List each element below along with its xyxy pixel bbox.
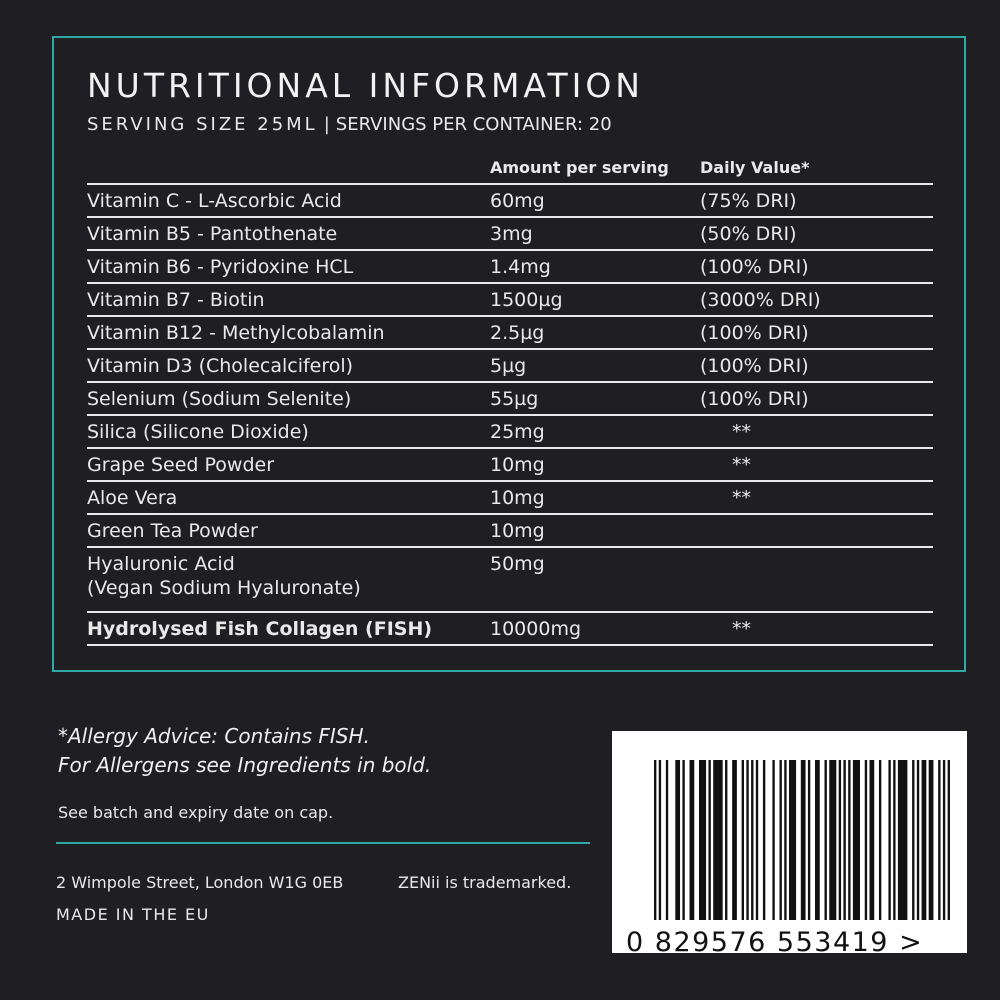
nutrient-daily-value: (100% DRI) — [700, 388, 809, 410]
nutrient-amount: 25mg — [490, 421, 545, 443]
barcode-bar — [888, 760, 890, 920]
barcode-bar — [772, 760, 774, 920]
barcode-bar — [713, 760, 722, 920]
barcode-bar — [699, 760, 706, 920]
barcode-bar — [751, 760, 753, 920]
table-row — [87, 482, 933, 515]
barcode-bar — [732, 760, 737, 920]
barcode-bar — [912, 760, 914, 920]
barcode-bars — [612, 731, 967, 926]
barcode-bar — [943, 760, 945, 920]
table-row — [87, 350, 933, 383]
barcode — [612, 731, 967, 958]
barcode-bar — [708, 760, 710, 920]
nutrient-daily-value: (75% DRI) — [700, 190, 797, 212]
allergy-advice — [58, 722, 431, 780]
nutrient-amount: 10000mg — [490, 618, 582, 640]
nutrient-name: Vitamin B5 - Pantothenate — [87, 223, 338, 245]
nutrient-amount: 10mg — [490, 487, 545, 509]
nutrient-name: Vitamin B12 - Methylcobalamin — [87, 322, 385, 344]
nutrient-amount: 10mg — [490, 520, 545, 542]
nutrient-amount: 1.4mg — [490, 256, 551, 278]
allergy-line-2: For Allergens see Ingredients in bold. — [58, 753, 432, 777]
nutrient-name: Selenium (Sodium Selenite) — [87, 388, 352, 410]
barcode-bar — [675, 760, 680, 920]
header-daily-value: Daily Value* — [700, 158, 810, 177]
table-header — [87, 153, 933, 185]
barcode-bar — [756, 760, 758, 920]
barcode-bar — [825, 760, 827, 920]
serving-info — [87, 114, 612, 135]
nutrient-name — [87, 552, 361, 600]
barcode-bar — [780, 760, 782, 920]
header-amount: Amount per serving — [490, 158, 669, 177]
nutrient-name: Aloe Vera — [87, 487, 178, 509]
footer-divider — [56, 842, 590, 844]
nutrient-amount: 1500µg — [490, 289, 563, 311]
barcode-bar — [801, 760, 806, 920]
nutrient-daily-value: ** — [732, 454, 751, 476]
batch-note: See batch and expiry date on cap. — [58, 803, 334, 822]
barcode-bar — [865, 760, 867, 920]
barcode-bar — [746, 760, 748, 920]
nutrition-table — [87, 153, 933, 646]
nutrient-amount: 10mg — [490, 454, 545, 476]
trademark-note: ZENii is trademarked. — [398, 873, 572, 892]
nutrient-daily-value: (100% DRI) — [700, 322, 809, 344]
nutrient-name: Hydrolysed Fish Collagen (FISH) — [87, 618, 433, 640]
table-row — [87, 383, 933, 416]
barcode-bar — [808, 760, 810, 920]
barcode-bar — [763, 760, 765, 920]
nutrient-amount: 5µg — [490, 355, 527, 377]
barcode-bar — [654, 760, 656, 920]
table-row — [87, 548, 933, 613]
nutrient-daily-value: ** — [732, 421, 751, 443]
barcode-bar — [789, 760, 796, 920]
nutrient-amount: 3mg — [490, 223, 533, 245]
nutrient-name: Green Tea Powder — [87, 520, 258, 542]
table-row — [87, 218, 933, 251]
barcode-bar — [839, 760, 841, 920]
table-row — [87, 613, 933, 646]
barcode-bar — [938, 760, 940, 920]
nutrient-daily-value: (100% DRI) — [700, 355, 809, 377]
barcode-bar — [843, 760, 845, 920]
barcode-bar — [917, 760, 919, 920]
barcode-bar — [879, 760, 881, 920]
nutrient-name: Vitamin B6 - Pyridoxine HCL — [87, 256, 354, 278]
nutrient-daily-value: (3000% DRI) — [700, 289, 821, 311]
nutrient-name: Vitamin D3 (Cholecalciferol) — [87, 355, 354, 377]
barcode-bar — [666, 760, 668, 920]
nutrient-name-line1: Hyaluronic Acid — [87, 553, 235, 575]
barcode-bar — [659, 760, 661, 920]
nutrient-name: Vitamin C - L-Ascorbic Acid — [87, 190, 342, 212]
nutrient-daily-value: ** — [732, 487, 751, 509]
barcode-digits: 0 829576 553419 > — [626, 927, 924, 958]
table-row — [87, 515, 933, 548]
nutrient-name-line2: (Vegan Sodium Hyaluronate) — [87, 577, 361, 599]
table-row — [87, 185, 933, 218]
barcode-bar — [929, 760, 934, 920]
nutrient-daily-value: (50% DRI) — [700, 223, 797, 245]
table-row — [87, 251, 933, 284]
barcode-bar — [725, 760, 727, 920]
serving-size: SERVING SIZE 25ML — [87, 114, 318, 135]
barcode-bar — [682, 760, 684, 920]
company-address: 2 Wimpole Street, London W1G 0EB — [56, 873, 344, 892]
nutrition-panel — [52, 36, 966, 672]
nutrient-amount: 50mg — [490, 553, 545, 575]
nutrient-name: Silica (Silicone Dioxide) — [87, 421, 309, 443]
barcode-bar — [948, 760, 950, 920]
table-row — [87, 416, 933, 449]
nutrient-daily-value: ** — [732, 618, 751, 640]
nutrient-name: Vitamin B7 - Biotin — [87, 289, 265, 311]
panel-title: NUTRITIONAL INFORMATION — [87, 66, 644, 105]
serving-separator: | — [323, 114, 330, 135]
allergy-line-1: *Allergy Advice: Contains FISH. — [58, 724, 370, 748]
nutrient-name: Grape Seed Powder — [87, 454, 275, 476]
barcode-bar — [893, 760, 895, 920]
barcode-bar — [690, 760, 695, 920]
nutrient-amount: 2.5µg — [490, 322, 545, 344]
barcode-bar — [922, 760, 927, 920]
barcode-bar — [742, 760, 744, 920]
made-in-label: MADE IN THE EU — [56, 905, 210, 924]
barcode-bar — [898, 760, 907, 920]
barcode-bar — [848, 760, 850, 920]
nutrient-amount: 60mg — [490, 190, 545, 212]
table-row — [87, 284, 933, 317]
barcode-bar — [815, 760, 820, 920]
barcode-bar — [853, 760, 860, 920]
nutrient-daily-value: (100% DRI) — [700, 256, 809, 278]
table-row — [87, 449, 933, 482]
table-row — [87, 317, 933, 350]
nutrient-amount: 55µg — [490, 388, 539, 410]
barcode-bar — [784, 760, 786, 920]
barcode-bar — [869, 760, 874, 920]
barcode-bar — [829, 760, 836, 920]
servings-per-container: SERVINGS PER CONTAINER: 20 — [335, 114, 612, 135]
